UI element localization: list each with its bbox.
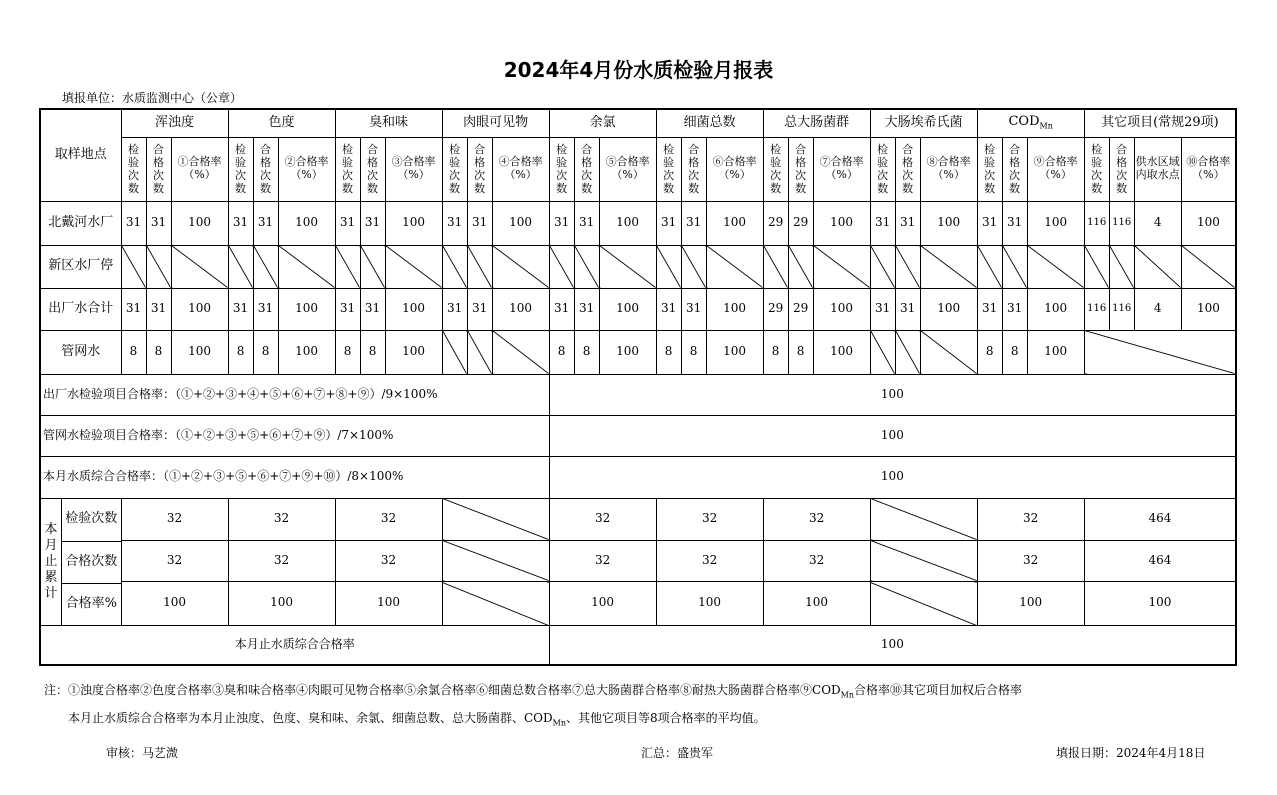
cell-value: 100 [599, 288, 656, 330]
row-xinqu [40, 245, 1236, 288]
cell-value: 100 [920, 288, 977, 330]
supply-points-header: 供水区域内取水点 [1134, 137, 1181, 201]
cell-value: 100 [920, 201, 977, 245]
cumulative-pass-label: 合格次数 [62, 542, 121, 584]
diagonal-cell [788, 245, 813, 288]
diagonal-cell [360, 245, 385, 288]
cell-value: 31 [1002, 201, 1027, 245]
cumulative-value: 32 [656, 540, 763, 581]
cell-value: 31 [656, 201, 681, 245]
formula-row-month [40, 456, 1236, 498]
cumulative-pass-row [40, 540, 1236, 581]
cumulative-value: 100 [121, 582, 228, 625]
diagonal-cell [1109, 245, 1134, 288]
cell-value: 31 [656, 288, 681, 330]
formula-row-factory [40, 374, 1236, 415]
cell-value: 31 [977, 288, 1002, 330]
diagonal-cell [1002, 245, 1027, 288]
formula-row-network [40, 415, 1236, 456]
diagonal-cell [574, 245, 599, 288]
note-text: 本月止水质综合合格率为本月止浊度、色度、臭和味、余氯、细菌总数、总大肠菌群、COD [68, 711, 553, 725]
cell-value: 31 [549, 288, 574, 330]
note-line-2 [68, 709, 766, 727]
group-header-odor: 臭和味 [335, 109, 442, 137]
cell-value: 31 [574, 288, 599, 330]
row-label-beidaihe: 北戴河水厂 [40, 201, 121, 245]
diagonal-cell [870, 540, 977, 581]
test-count-header: 检验次数 [1084, 137, 1109, 201]
cell-value: 29 [763, 201, 788, 245]
cell-value: 100 [599, 201, 656, 245]
rate-header-6: ⑥合格率（%） [706, 137, 763, 201]
cumulative-value: 32 [335, 498, 442, 540]
cell-value: 100 [813, 201, 870, 245]
cell-value: 31 [681, 201, 706, 245]
cell-value: 31 [228, 288, 253, 330]
group-header-visible: 肉眼可见物 [442, 109, 549, 137]
note-text: 合格率⑩其它项目加权后合格率 [854, 683, 1023, 697]
pass-count-header: 合格次数 [146, 137, 171, 201]
cell-value: 29 [763, 288, 788, 330]
pass-count-header: 合格次数 [574, 137, 599, 201]
cell-value: 31 [870, 201, 895, 245]
rate-header-5: ⑤合格率（%） [599, 137, 656, 201]
diagonal-cell [253, 245, 278, 288]
cell-value: 100 [706, 201, 763, 245]
cumulative-value: 464 [1084, 498, 1236, 540]
cumulative-value: 100 [977, 582, 1084, 625]
cell-value: 116 [1084, 288, 1109, 330]
pass-count-header: 合格次数 [788, 137, 813, 201]
cell-value: 8 [656, 330, 681, 374]
test-count-header: 检验次数 [442, 137, 467, 201]
formula-network-label: 管网水检验项目合格率：（①+②+③+⑤+⑥+⑦+⑨）/7×100% [40, 415, 549, 456]
cumulative-rate-label: 合格率% [65, 595, 117, 611]
diagonal-cell [335, 245, 360, 288]
cell-value: 100 [278, 330, 335, 374]
cell-value: 31 [549, 201, 574, 245]
diagonal-cell [1027, 245, 1084, 288]
header-sub-row [40, 137, 1236, 201]
cumulative-value: 100 [1084, 582, 1236, 625]
diagonal-cell [763, 245, 788, 288]
cell-value: 4 [1134, 288, 1181, 330]
cell-value: 100 [171, 330, 228, 374]
diagonal-cell [171, 245, 228, 288]
report-date: 填报日期：2024年4月18日 [1056, 746, 1206, 760]
diagonal-cell [385, 245, 442, 288]
diagonal-cell [492, 330, 549, 374]
diagonal-cell [895, 330, 920, 374]
group-header-turbidity: 浑浊度 [121, 109, 228, 137]
water-quality-table [39, 108, 1237, 666]
diagonal-cell [146, 245, 171, 288]
cell-value: 8 [121, 330, 146, 374]
cell-value: 8 [146, 330, 171, 374]
row-label-factory-total: 出厂水合计 [40, 288, 121, 330]
cell-value: 116 [1084, 201, 1109, 245]
group-header-chlorine: 余氯 [549, 109, 656, 137]
test-count-header: 检验次数 [228, 137, 253, 201]
note-line-1 [44, 681, 1022, 699]
cell-value: 8 [360, 330, 385, 374]
cell-value: 100 [1027, 201, 1084, 245]
diagonal-cell [442, 498, 549, 540]
cell-value: 31 [360, 201, 385, 245]
cell-value: 100 [813, 330, 870, 374]
cell-value: 8 [228, 330, 253, 374]
cumulative-rate-row [40, 582, 1236, 625]
cumulative-value: 32 [549, 498, 656, 540]
cell-value: 31 [121, 201, 146, 245]
cell-value: 31 [467, 288, 492, 330]
diagonal-cell [467, 245, 492, 288]
cell-value: 100 [385, 330, 442, 374]
cell-value: 116 [1109, 288, 1134, 330]
cell-value: 100 [385, 201, 442, 245]
diagonal-cell [442, 245, 467, 288]
cell-value: 31 [977, 201, 1002, 245]
note-text: 注：①浊度合格率②色度合格率③臭和味合格率④肉眼可见物合格率⑤余氯合格率⑥细菌总数合格率⑦总大肠菌群合格率⑧耐热大肠菌群合格率⑨COD [44, 683, 841, 697]
diagonal-cell [278, 245, 335, 288]
cell-value: 100 [813, 288, 870, 330]
rate-header-9: ⑨合格率（%） [1027, 137, 1084, 201]
pass-count-header: 合格次数 [681, 137, 706, 201]
diagonal-cell [977, 245, 1002, 288]
cell-value: 31 [442, 201, 467, 245]
cell-value: 31 [228, 201, 253, 245]
cumulative-value: 32 [656, 498, 763, 540]
cell-value: 8 [574, 330, 599, 374]
location-header: 取样地点 [40, 109, 121, 201]
total-row [40, 625, 1236, 665]
diagonal-cell [870, 498, 977, 540]
diagonal-cell [1181, 245, 1236, 288]
rate-header-10: ⑩合格率（%） [1181, 137, 1236, 201]
group-header-ecoli: 大肠埃希氏菌 [870, 109, 977, 137]
cell-value: 8 [1002, 330, 1027, 374]
diagonal-cell [549, 245, 574, 288]
cumulative-value: 32 [549, 540, 656, 581]
total-label: 本月止水质综合合格率 [40, 625, 549, 665]
formula-factory-label: 出厂水检验项目合格率：（①+②+③+④+⑤+⑥+⑦+⑧+⑨）/9×100% [40, 374, 549, 415]
group-header-bacteria: 细菌总数 [656, 109, 763, 137]
cell-value: 31 [442, 288, 467, 330]
cumulative-value: 100 [549, 582, 656, 625]
group-header-cod [977, 109, 1084, 137]
diagonal-cell [870, 245, 895, 288]
row-network [40, 330, 1236, 374]
pass-count-header: 合格次数 [1109, 137, 1134, 201]
rate-header-4: ④合格率（%） [492, 137, 549, 201]
cell-value: 8 [681, 330, 706, 374]
note-text: 、其他它项目等8项合格率的平均值。 [566, 711, 766, 725]
formula-network-value: 100 [549, 415, 1236, 456]
pass-count-header: 合格次数 [1002, 137, 1027, 201]
diagonal-cell [1084, 245, 1109, 288]
cell-value: 31 [681, 288, 706, 330]
row-factory-total [40, 288, 1236, 330]
diagonal-cell [599, 245, 656, 288]
cell-value: 100 [278, 288, 335, 330]
rate-header-8: ⑧合格率（%） [920, 137, 977, 201]
report-title: 2024年4月份水质检验月报表 [503, 58, 774, 82]
group-header-other: 其它项目(常规29项) [1084, 109, 1236, 137]
cell-value: 31 [360, 288, 385, 330]
cell-value: 100 [706, 330, 763, 374]
cumulative-value: 100 [335, 582, 442, 625]
row-beidaihe [40, 201, 1236, 245]
diagonal-cell [1084, 330, 1236, 374]
cell-value: 8 [549, 330, 574, 374]
rate-header-1: ①合格率（%） [171, 137, 228, 201]
cumulative-value: 32 [763, 498, 870, 540]
cumulative-test-label: 检验次数 [62, 499, 121, 542]
rate-header-3: ③合格率（%） [385, 137, 442, 201]
cumulative-test-row [40, 498, 1236, 540]
cell-value: 31 [467, 201, 492, 245]
cumulative-value: 32 [228, 498, 335, 540]
formula-month-label: 本月水质综合合格率：（①+②+③+⑤+⑥+⑦+⑨+⑩）/8×100% [40, 456, 549, 498]
cell-value: 100 [1181, 288, 1236, 330]
diagonal-cell [870, 330, 895, 374]
summary-signature: 汇总：盛贵军 [641, 746, 714, 760]
cumulative-value: 100 [763, 582, 870, 625]
cell-value: 100 [492, 288, 549, 330]
cell-value: 100 [599, 330, 656, 374]
cell-value: 100 [1181, 201, 1236, 245]
note-subscript: Mn [840, 690, 854, 700]
group-header-coliform: 总大肠菌群 [763, 109, 870, 137]
diagonal-cell [442, 582, 549, 625]
cell-value: 31 [146, 201, 171, 245]
test-count-header: 检验次数 [121, 137, 146, 201]
cell-value: 8 [335, 330, 360, 374]
cumulative-value: 32 [977, 498, 1084, 540]
cell-value: 31 [335, 201, 360, 245]
diagonal-cell [492, 245, 549, 288]
cell-value: 31 [1002, 288, 1027, 330]
cell-value: 29 [788, 288, 813, 330]
pass-count-header: 合格次数 [253, 137, 278, 201]
cell-value: 31 [146, 288, 171, 330]
cumulative-value: 32 [335, 540, 442, 581]
diagonal-cell [228, 245, 253, 288]
cell-value: 31 [335, 288, 360, 330]
diagonal-cell [656, 245, 681, 288]
diagonal-cell [706, 245, 763, 288]
diagonal-cell [1134, 245, 1181, 288]
test-count-header: 检验次数 [977, 137, 1002, 201]
cell-value: 8 [763, 330, 788, 374]
formula-factory-value: 100 [549, 374, 1236, 415]
cumulative-value: 32 [763, 540, 870, 581]
cumulative-cell [40, 498, 121, 625]
diagonal-cell [920, 330, 977, 374]
diagonal-cell [895, 245, 920, 288]
reviewer-signature: 审核：马艺溦 [106, 746, 179, 760]
cod-subscript: Mn [1039, 121, 1053, 131]
test-count-header: 检验次数 [870, 137, 895, 201]
cell-value: 31 [895, 201, 920, 245]
cell-value: 31 [253, 201, 278, 245]
diagonal-cell [681, 245, 706, 288]
cell-value: 31 [870, 288, 895, 330]
cell-value: 100 [1027, 330, 1084, 374]
cell-value: 31 [895, 288, 920, 330]
rate-header-7: ⑦合格率（%） [813, 137, 870, 201]
cell-value: 100 [492, 201, 549, 245]
cumulative-value: 32 [977, 540, 1084, 581]
cumulative-value: 32 [121, 540, 228, 581]
test-count-header: 检验次数 [335, 137, 360, 201]
pass-count-header: 合格次数 [467, 137, 492, 201]
group-header-color: 色度 [228, 109, 335, 137]
cell-value: 4 [1134, 201, 1181, 245]
pass-count-header: 合格次数 [895, 137, 920, 201]
cell-value: 31 [574, 201, 599, 245]
cell-value: 100 [385, 288, 442, 330]
rate-header-2: ②合格率（%） [278, 137, 335, 201]
cell-value: 8 [788, 330, 813, 374]
diagonal-cell [442, 540, 549, 581]
cod-label: COD [1008, 114, 1040, 130]
formula-month-value: 100 [549, 456, 1236, 498]
pass-count-header: 合格次数 [360, 137, 385, 201]
diagonal-cell [920, 245, 977, 288]
cell-value: 31 [253, 288, 278, 330]
cumulative-side-label: 本月止累计 [44, 521, 58, 601]
cell-value: 100 [171, 288, 228, 330]
cumulative-value: 464 [1084, 540, 1236, 581]
note-subscript: Mn [552, 718, 566, 728]
cell-value: 8 [253, 330, 278, 374]
header-group-row [40, 109, 1236, 137]
test-count-header: 检验次数 [549, 137, 574, 201]
diagonal-cell [467, 330, 492, 374]
test-count-header: 检验次数 [656, 137, 681, 201]
cumulative-value: 100 [656, 582, 763, 625]
cell-value: 100 [1027, 288, 1084, 330]
test-count-header: 检验次数 [763, 137, 788, 201]
row-label-network: 管网水 [40, 330, 121, 374]
cell-value: 116 [1109, 201, 1134, 245]
diagonal-cell [442, 330, 467, 374]
diagonal-cell [870, 582, 977, 625]
row-label-xinqu: 新区水厂停 [40, 245, 121, 288]
cumulative-value: 32 [228, 540, 335, 581]
cell-value: 31 [121, 288, 146, 330]
diagonal-cell [813, 245, 870, 288]
cell-value: 100 [706, 288, 763, 330]
cumulative-value: 32 [121, 498, 228, 540]
diagonal-cell [121, 245, 146, 288]
total-value: 100 [549, 625, 1236, 665]
cell-value: 8 [977, 330, 1002, 374]
cumulative-value: 100 [228, 582, 335, 625]
cell-value: 100 [278, 201, 335, 245]
reporting-unit: 填报单位：水质监测中心（公章） [62, 91, 243, 105]
cell-value: 100 [171, 201, 228, 245]
cell-value: 29 [788, 201, 813, 245]
